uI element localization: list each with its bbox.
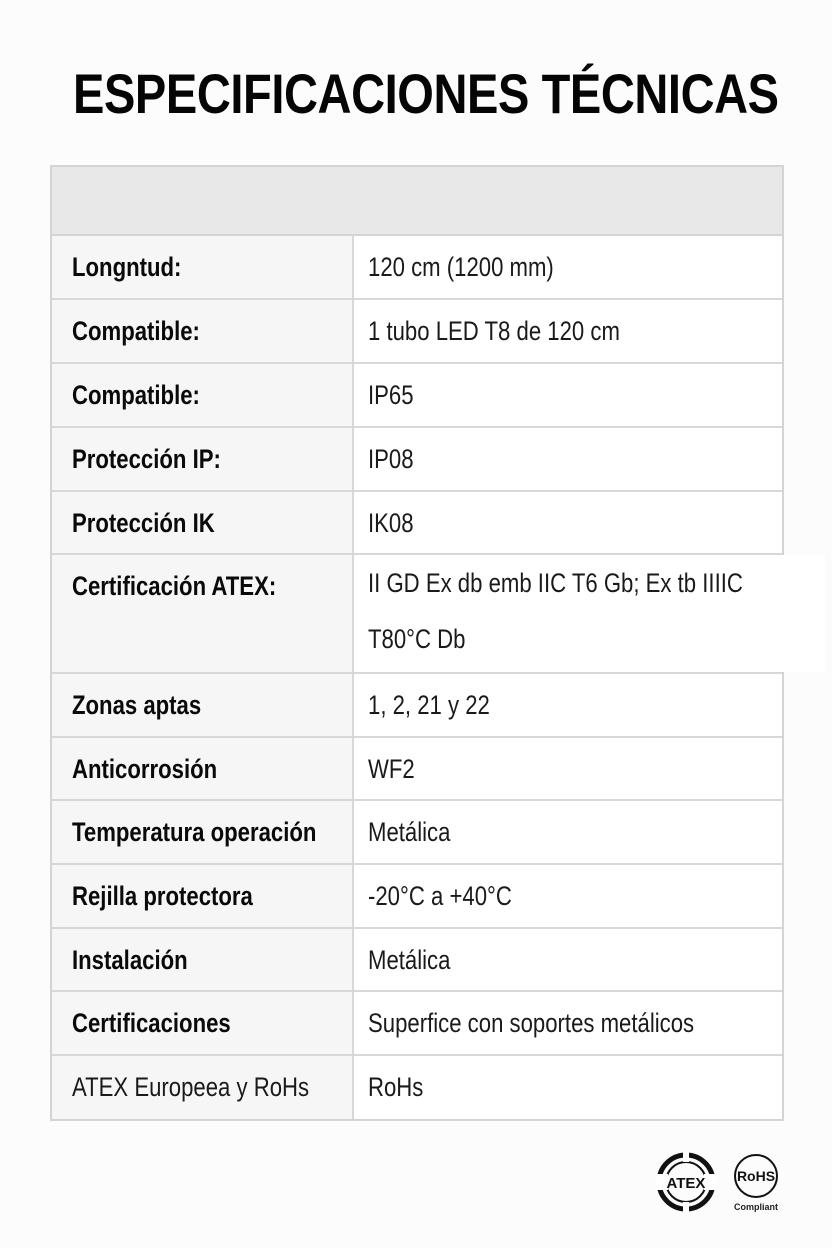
- spec-label-cell: [52, 801, 354, 863]
- spec-label-cell: [52, 300, 354, 362]
- spec-label: Temperatura operación: [72, 817, 317, 847]
- page-title: ESPECIFICACIONES TÉCNICAS: [73, 62, 779, 125]
- spec-label-cell: [52, 236, 354, 298]
- table-header: [52, 167, 782, 236]
- spec-value-cell: [354, 555, 825, 672]
- table-row: [52, 300, 782, 364]
- spec-value: -20°C a +40°C: [368, 881, 512, 911]
- spec-value-cell: [354, 236, 782, 298]
- certification-logos: [656, 1152, 778, 1212]
- spec-label-cell: [52, 1056, 354, 1119]
- table-row: [52, 801, 782, 865]
- spec-label-cell: [52, 428, 354, 490]
- spec-value-cell: [354, 428, 782, 490]
- spec-value-cell: [354, 801, 782, 863]
- rohs-subtext: Compliant: [734, 1202, 778, 1212]
- spec-label: Protección IK: [72, 508, 215, 538]
- spec-label-cell: [52, 674, 354, 736]
- spec-label-cell: [52, 738, 354, 799]
- spec-label: Certificaciones: [72, 1008, 231, 1038]
- table-row: [52, 865, 782, 929]
- spec-label: Compatible:: [72, 380, 200, 410]
- spec-label-cell: [52, 865, 354, 927]
- table-row: [52, 674, 782, 738]
- spec-value-cell: [354, 364, 782, 426]
- spec-value: II GD Ex db emb IIC T6 Gb; Ex tb IIIIC: [368, 568, 743, 598]
- spec-value-cell: [354, 865, 782, 927]
- svg-text:ATEX: ATEX: [666, 1175, 706, 1192]
- table-row: [52, 1056, 782, 1119]
- spec-label-cell: [52, 555, 354, 672]
- spec-value: Metálica: [368, 945, 451, 975]
- spec-value-cell: [354, 300, 782, 362]
- spec-label-cell: [52, 929, 354, 990]
- spec-value: Metálica: [368, 817, 451, 847]
- rohs-logo: [734, 1154, 778, 1212]
- table-row: [52, 738, 782, 801]
- spec-value: IP65: [368, 380, 414, 410]
- spec-label: Longntud:: [72, 252, 182, 282]
- spec-value: IK08: [368, 508, 414, 538]
- spec-value: WF2: [368, 754, 415, 784]
- spec-value: IP08: [368, 444, 414, 474]
- spec-value: 120 cm (1200 mm): [368, 252, 554, 282]
- table-row: [52, 364, 782, 428]
- spec-value: 1 tubo LED T8 de 120 cm: [368, 316, 620, 346]
- spec-label: Zonas aptas: [72, 690, 202, 720]
- spec-value-cell: [354, 738, 782, 799]
- table-row: [52, 492, 782, 555]
- atex-certification-icon: [656, 1152, 716, 1212]
- spec-table: [50, 165, 784, 1121]
- spec-label-cell: [52, 992, 354, 1054]
- table-body: [52, 236, 782, 1119]
- spec-label: ATEX Europeea y RoHs: [72, 1072, 310, 1102]
- spec-value-cell: [354, 992, 782, 1054]
- spec-value-cell: [354, 674, 782, 736]
- spec-label: Protección IP:: [72, 444, 221, 474]
- spec-label-cell: [52, 364, 354, 426]
- spec-label: Compatible:: [72, 316, 200, 346]
- table-row: [52, 555, 782, 674]
- spec-label-cell: [52, 492, 354, 553]
- spec-value: 1, 2, 21 y 22: [368, 690, 490, 720]
- spec-value-cell: [354, 492, 782, 553]
- spec-value: Superfice con soportes metálicos: [368, 1008, 695, 1038]
- spec-value-cell: [354, 1056, 782, 1119]
- table-row: [52, 929, 782, 992]
- spec-label: Certificación ATEX:: [72, 571, 277, 601]
- spec-value: RoHs: [368, 1072, 424, 1102]
- spec-value: T80°C Db: [368, 624, 466, 654]
- spec-value-cell: [354, 929, 782, 990]
- table-row: [52, 992, 782, 1056]
- table-row: [52, 428, 782, 492]
- spec-label: Anticorrosión: [72, 754, 218, 784]
- table-row: [52, 236, 782, 300]
- spec-label: Rejilla protectora: [72, 881, 253, 911]
- rohs-compliant-icon: RoHS: [734, 1154, 778, 1198]
- spec-label: Instalación: [72, 945, 188, 975]
